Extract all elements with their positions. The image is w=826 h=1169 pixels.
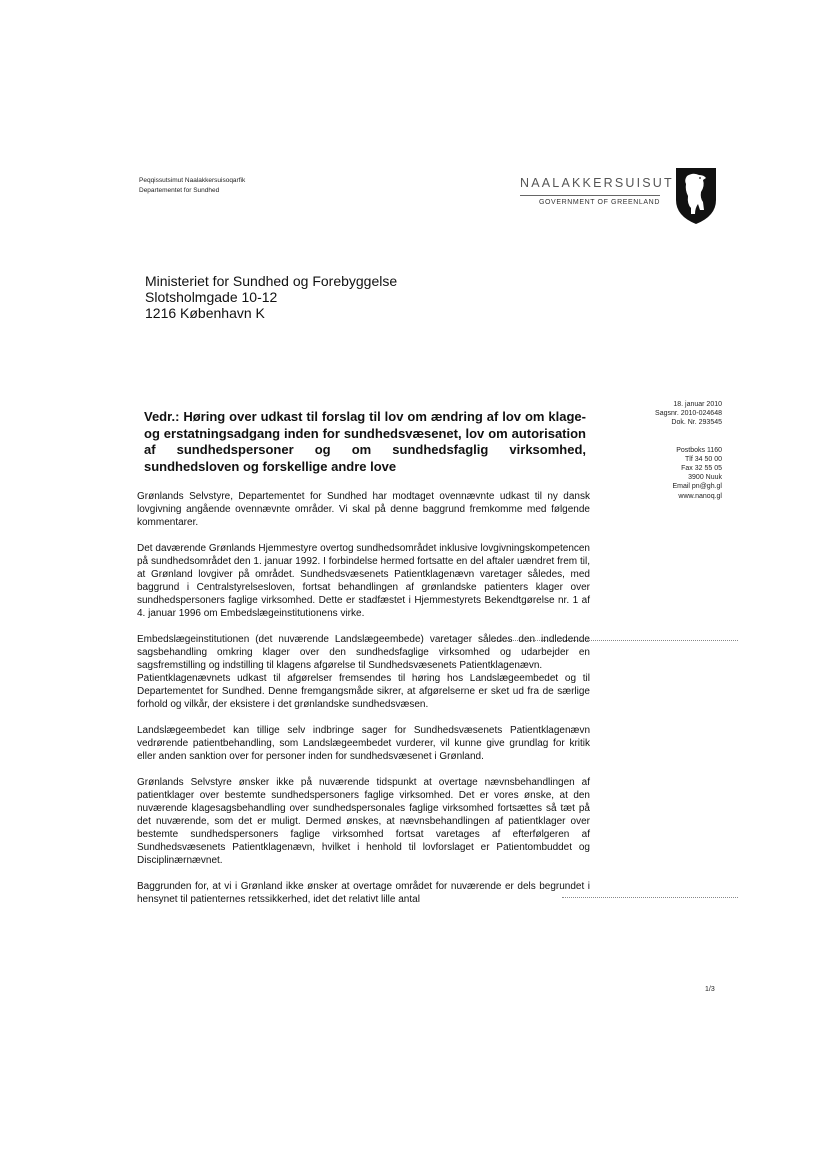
sender-line-danish: Departementet for Sundhed: [139, 187, 220, 194]
paragraph: Grønlands Selvstyre ønsker ikke på nuværende tidspunkt at overtage nævnsbehandlingen af patientklager over bestemte sundhedspersoners faglige virksomhed. Det er vores ønske, at den nuværende klagesagsbehandling over sundhedspersonales faglige virksomhed fortsættes så tæt på det nuværende, som det er muligt. Dermed ønskes, at nævnsbehandlingen af patientklager over bestemte sundhedspersoners faglige virksomhed fortsat varetages af efterfølgeren af Sundhedsvæsenets Patientklagenævn, hvilket i henhold til lovforslaget er Patientombuddet og Disciplinærnævnet.: [137, 777, 590, 866]
paragraph: Patientklagenævnets udkast til afgørelser fremsendes til høring hos Landslægeembedet og til Departementet for Sundhed. Denne fremgangsmåde sikrer, at afgørelserne er sket ud fra de særlige forhold og vilkår, der eksistere i det grønlandske sundhedsvæsen.: [137, 673, 590, 710]
website: www.nanoq.gl: [678, 492, 722, 500]
letter-metadata: [600, 400, 722, 501]
logo-subtitle: GOVERNMENT OF GREENLAND: [538, 199, 660, 206]
recipient-name: Ministeriet for Sundhed og Forebyggelse: [145, 273, 398, 289]
letter-date: 18. januar 2010: [673, 401, 722, 408]
paragraph: Grønlands Selvstyre, Departementet for Sundhed har modtaget ovennævnte udkast til ny dansk lovgivning angående ovennævnte områder. Vi skal på denne baggrund fremkomme med følgende kommentarer.: [137, 491, 590, 528]
fax-number: Fax 32 55 05: [681, 465, 722, 473]
email-address: Email pn@gh.gl: [672, 483, 722, 491]
case-number: Sagsnr. 2010-024648: [655, 410, 722, 418]
letter-subject: Vedr.: Høring over udkast til forslag til lov om ændring af lov om klage- og erstatningsadgang inden for sundhedsvæsenet, lov om autorisation af sundhedspersoner og om sundhedsfaglig virksomhed, sundhedsloven og forskellige andre love: [144, 409, 586, 474]
paragraph: Det daværende Grønlands Hjemmestyre overtog sundhedsområdet inklusive lovgivningskompetencen på sundhedsområdet den 1. januar 1992. I forbindelse hermed fortsatte en del aftaler uændret frem til, at Grønland lovgiver på området. Sundhedsvæsenets Patientklagenævn varetager således, med baggrund i Centralstyrelsesloven, fortsat behandlingen af grønlandske patienters klager over sundhedspersoners faglige virksomhed. Dette er stadfæstet i Hjemmestyrets Bekendtgørelse nr. 1 af 4. januar 1996 om Embedslægeinstitutionens virke.: [137, 543, 590, 619]
sender-block: [139, 176, 245, 196]
letterhead-logo: [520, 176, 674, 206]
postal-city: 3900 Nuuk: [688, 474, 722, 482]
sender-line-greenlandic: Peqqissutsimut Naalakkersuisoqarfik: [139, 177, 246, 184]
polar-bear-shield-icon: [673, 166, 719, 226]
page-number: 1/3: [705, 986, 715, 993]
recipient-street: Slotsholmgade 10-12: [145, 289, 278, 305]
letter-body: [137, 490, 590, 919]
logo-title: NAALAKKERSUISUT: [520, 176, 674, 190]
recipient-address: [145, 273, 397, 321]
document-number: Dok. Nr. 293545: [671, 419, 722, 427]
logo-divider: [520, 195, 660, 196]
postbox: Postboks 1160: [676, 446, 722, 454]
paragraph: Landslægeembedet kan tillige selv indbringe sager for Sundhedsvæsenets Patientklagenævn vedrørende patientbehandling, som Landslægeembedet vurderer, vil kunne give grundlag for kritik eller anden sanktion over for personer inden for sundhedsvæsenet i Grønland.: [137, 725, 590, 762]
recipient-city: 1216 København K: [145, 305, 265, 321]
paragraph: Embedslægeinstitutionen (det nuværende Landslægeembede) varetager således den indledende sagsbehandling omkring klager over den sundhedsfaglige virksomhed og udarbejder en sagsfremstilling og indstilling til klagens afgørelse til Sundhedsvæsenets Patientklagenævn.: [137, 634, 590, 671]
paragraph: Baggrunden for, at vi i Grønland ikke ønsker at overtage området for nuværende er dels begrundet i hensynet til patienternes retssikkerhed, idet det relativt lille antal: [137, 881, 590, 905]
phone-number: Tlf 34 50 00: [685, 455, 722, 463]
